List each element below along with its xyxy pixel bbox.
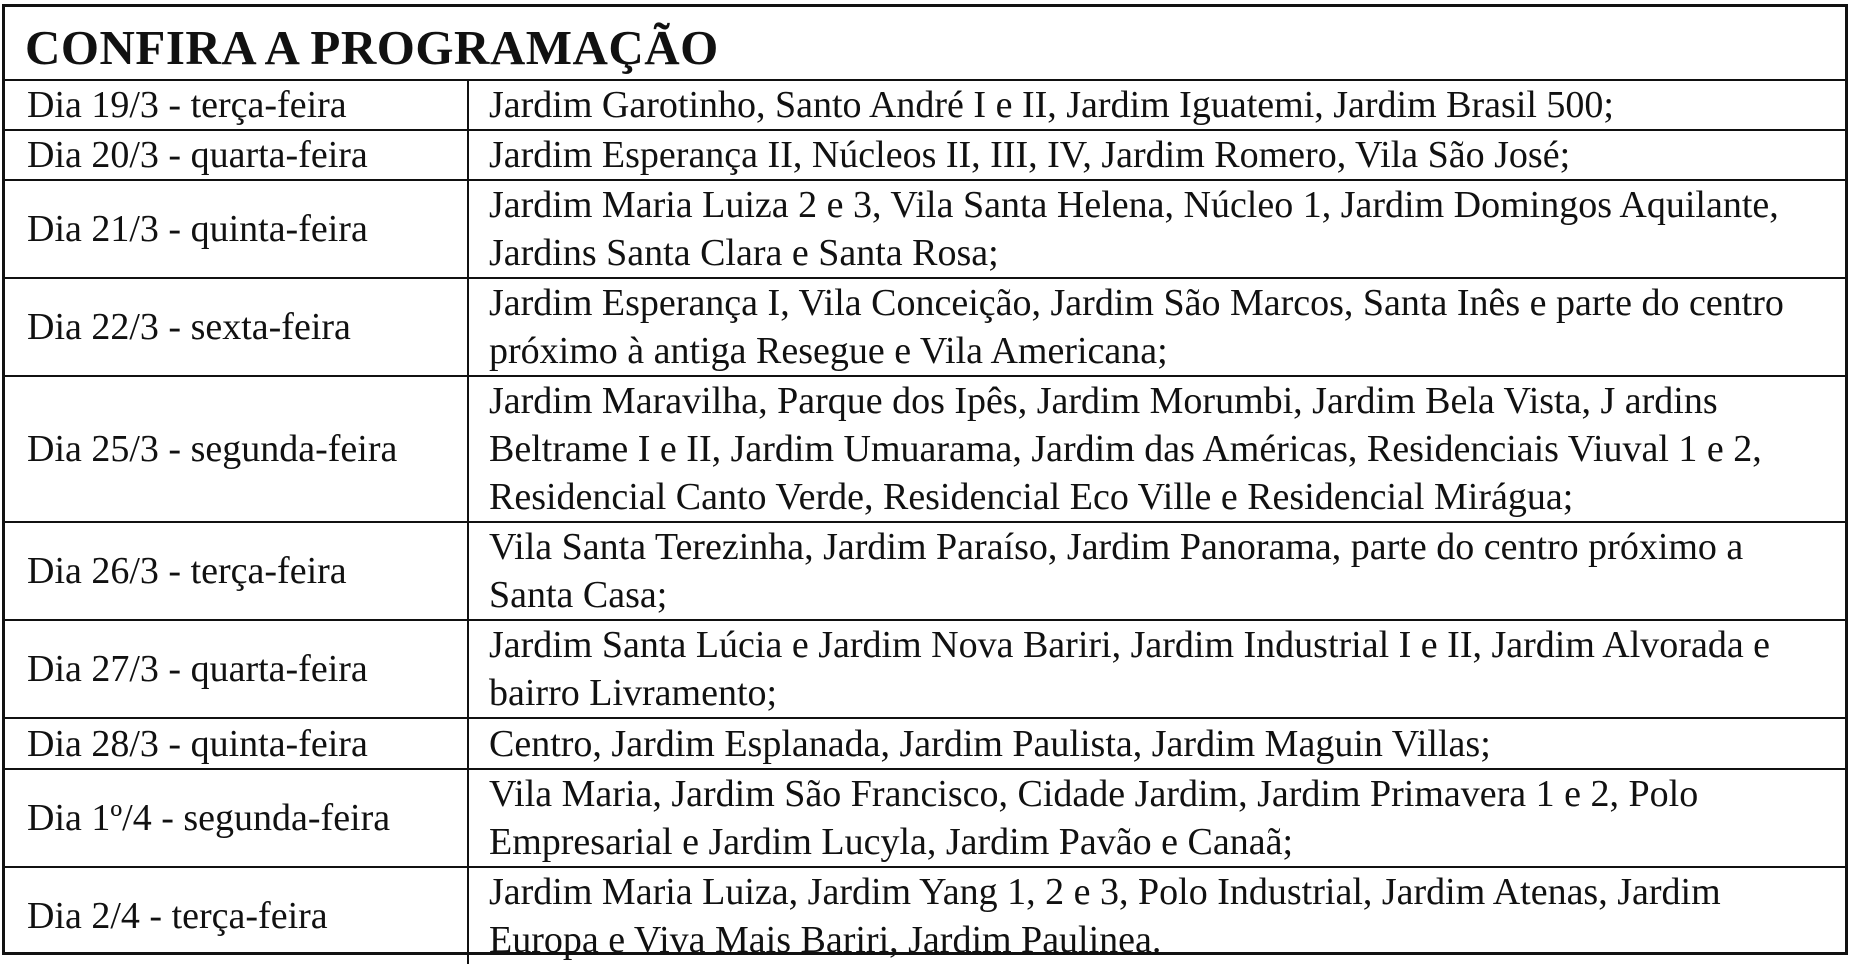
table-row [5, 81, 1845, 130]
day-cell: Dia 25/3 - segunda-feira [5, 376, 468, 522]
schedule-sheet [2, 4, 1848, 961]
title-bar [5, 7, 1845, 81]
table-row [5, 620, 1845, 718]
day-cell: Dia 1º/4 - segunda-feira [5, 769, 468, 867]
places-cell: Jardim Santa Lúcia e Jardim Nova Bariri, Jardim Industrial I e II, Jardim Alvorada e bairro Livramento; [468, 620, 1845, 718]
places-cell: Jardim Esperança I, Vila Conceição, Jardim São Marcos, Santa Inês e parte do centro próximo à antiga Resegue e Vila Americana; [468, 278, 1845, 376]
table-row [5, 376, 1845, 522]
table-row [5, 867, 1845, 964]
places-cell: Jardim Maravilha, Parque dos Ipês, Jardim Morumbi, Jardim Bela Vista, J ardins Beltrame I e II, Jardim Umuarama, Jardim das Américas, Residenciais Viuval 1 e 2, Residencial Canto Verde, Residencial Eco Ville e Residencial Mirágua; [468, 376, 1845, 522]
places-cell: Jardim Esperança II, Núcleos II, III, IV, Jardim Romero, Vila São José; [468, 130, 1845, 180]
day-cell: Dia 28/3 - quinta-feira [5, 718, 468, 769]
day-cell: Dia 26/3 - terça-feira [5, 522, 468, 620]
day-cell: Dia 20/3 - quarta-feira [5, 130, 468, 180]
day-cell: Dia 2/4 - terça-feira [5, 867, 468, 964]
table-row [5, 718, 1845, 769]
table-row [5, 130, 1845, 180]
day-cell: Dia 27/3 - quarta-feira [5, 620, 468, 718]
places-cell: Jardim Maria Luiza, Jardim Yang 1, 2 e 3, Polo Industrial, Jardim Atenas, Jardim Europa e Viva Mais Bariri, Jardim Paulinea. [468, 867, 1845, 964]
places-cell: Jardim Garotinho, Santo André I e II, Jardim Iguatemi, Jardim Brasil 500; [489, 84, 1614, 126]
places-cell: Jardim Maria Luiza 2 e 3, Vila Santa Helena, Núcleo 1, Jardim Domingos Aquilante, Jardins Santa Clara e Santa Rosa; [468, 180, 1845, 278]
table-row [5, 769, 1845, 867]
table-row [5, 522, 1845, 620]
day-cell: Dia 19/3 - terça-feira [5, 81, 468, 130]
table-row [5, 278, 1845, 376]
places-cell: Vila Santa Terezinha, Jardim Paraíso, Jardim Panorama, parte do centro próximo a Santa Casa; [468, 522, 1845, 620]
page-title: CONFIRA A PROGRAMAÇÃO [25, 19, 719, 75]
places-cell: Centro, Jardim Esplanada, Jardim Paulista, Jardim Maguin Villas; [468, 718, 1845, 769]
table-row [5, 180, 1845, 278]
schedule-table [5, 81, 1845, 964]
places-cell: Vila Maria, Jardim São Francisco, Cidade Jardim, Jardim Primavera 1 e 2, Polo Empresarial e Jardim Lucyla, Jardim Pavão e Canaã; [468, 769, 1845, 867]
day-cell: Dia 21/3 - quinta-feira [5, 180, 468, 278]
day-cell: Dia 22/3 - sexta-feira [5, 278, 468, 376]
